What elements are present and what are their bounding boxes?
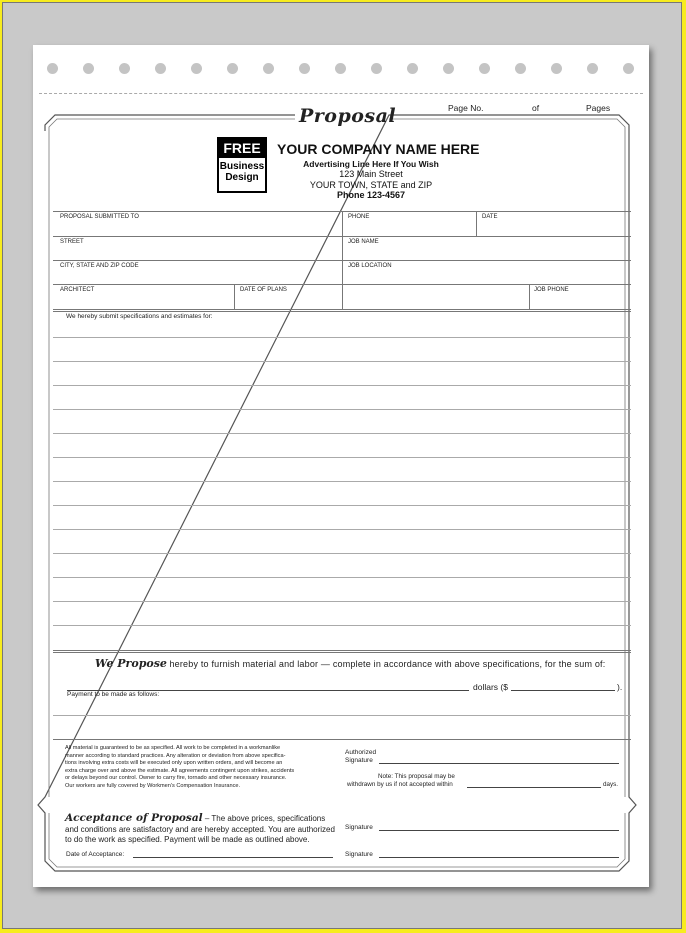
sum-amount-line[interactable] bbox=[511, 690, 615, 691]
divider bbox=[53, 652, 631, 653]
divider bbox=[234, 284, 235, 309]
job-phone-field[interactable]: JOB PHONE bbox=[534, 287, 569, 293]
specifications-intro: We hereby submit specifications and estimates for: bbox=[66, 313, 213, 320]
logo-free-text: FREE bbox=[219, 139, 265, 158]
spec-line bbox=[53, 481, 631, 482]
proposal-submitted-to-field[interactable]: PROPOSAL SUBMITTED TO bbox=[60, 214, 139, 220]
authorized-signature-label: Signature bbox=[345, 757, 373, 764]
job-name-field[interactable]: JOB NAME bbox=[348, 239, 379, 245]
divider bbox=[53, 739, 631, 740]
company-street: 123 Main Street bbox=[339, 169, 403, 179]
acceptance-signature2-label: Signature bbox=[345, 851, 373, 858]
acceptance-signature2-line[interactable] bbox=[379, 857, 619, 858]
acceptance-line: – The above prices, specifications bbox=[202, 814, 326, 823]
guarantee-line: or delays beyond our control. Owner to carry fire, tornado and other necessary insurance. bbox=[65, 775, 287, 781]
spec-line bbox=[53, 577, 631, 578]
guarantee-line: Our workers are fully covered by Workmen's Compensation Insurance. bbox=[65, 782, 241, 789]
guarantee-line: All material is guaranteed to be as specified. All work to be completed in a workmanlike bbox=[65, 745, 281, 751]
acceptance-line: and conditions are satisfactory and are hereby accepted. You are authorized bbox=[65, 824, 335, 834]
payment-label: Payment to be made as follows: bbox=[67, 691, 160, 698]
authorized-signature-line[interactable] bbox=[379, 763, 619, 764]
of-label: of bbox=[532, 103, 540, 113]
date-of-acceptance-line[interactable] bbox=[133, 857, 333, 858]
spec-line bbox=[53, 337, 631, 338]
date-field[interactable]: DATE bbox=[482, 214, 498, 220]
days-label: days. bbox=[603, 781, 619, 788]
dollars-label: dollars ($ bbox=[473, 682, 508, 692]
spec-line bbox=[53, 433, 631, 434]
spec-line bbox=[53, 457, 631, 458]
acceptance-line: to do the work as specified. Payment will be made as outlined above. bbox=[65, 835, 310, 844]
divider bbox=[342, 211, 343, 309]
company-tagline: Advertising Line Here If You Wish bbox=[303, 159, 439, 169]
note-line2: withdrawn by us if not accepted within bbox=[347, 781, 453, 788]
spec-line bbox=[53, 601, 631, 602]
form-title: Proposal bbox=[299, 105, 397, 127]
propose-text: hereby to furnish material and labor — complete in accordance with above specifications, for the sum of: bbox=[169, 659, 606, 669]
pages-label: Pages bbox=[586, 103, 611, 113]
company-city: YOUR TOWN, STATE and ZIP bbox=[309, 180, 433, 190]
job-location-field[interactable]: JOB LOCATION bbox=[348, 263, 392, 269]
date-of-acceptance-label: Date of Acceptance: bbox=[66, 851, 125, 858]
divider bbox=[529, 284, 530, 309]
company-phone: Phone 123-4567 bbox=[336, 190, 406, 200]
divider bbox=[476, 211, 477, 236]
spec-line bbox=[53, 385, 631, 386]
spec-line bbox=[53, 625, 631, 626]
spec-line bbox=[53, 409, 631, 410]
date-of-plans-field[interactable]: DATE OF PLANS bbox=[240, 287, 287, 293]
note-line1: Note: This proposal may be bbox=[378, 773, 455, 780]
guarantee-line: extra charge over and above the estimate. All agreements contingent upon strikes, accidents bbox=[65, 767, 295, 774]
spec-line bbox=[53, 529, 631, 530]
company-name: YOUR COMPANY NAME HERE bbox=[277, 141, 480, 157]
propose-lead: We Propose bbox=[95, 657, 167, 670]
phone-field[interactable]: PHONE bbox=[348, 214, 370, 220]
payment-line[interactable] bbox=[53, 715, 631, 716]
logo-business-text: Business bbox=[219, 161, 265, 172]
architect-field[interactable]: ARCHITECT bbox=[60, 287, 95, 293]
guarantee-line: tions involving extra costs will be executed only upon written orders, and will become an bbox=[65, 760, 283, 766]
spec-line bbox=[53, 553, 631, 554]
acceptance-text bbox=[65, 813, 335, 846]
divider bbox=[53, 309, 631, 310]
propose-statement bbox=[95, 657, 605, 670]
spec-line bbox=[53, 361, 631, 362]
guarantee-text bbox=[65, 745, 337, 790]
proposal-form-sheet bbox=[33, 45, 649, 887]
spec-line bbox=[53, 505, 631, 506]
street-field[interactable]: STREET bbox=[60, 239, 84, 245]
city-state-zip-field[interactable]: CITY, STATE AND ZIP CODE bbox=[60, 263, 139, 269]
guarantee-line: manner according to standard practices. Any alteration or deviation from above specifica- bbox=[65, 752, 286, 759]
dollars-close: ). bbox=[617, 682, 623, 692]
acceptance-title: Acceptance of Proposal bbox=[65, 812, 203, 824]
logo-design-text: Design bbox=[225, 172, 259, 183]
authorized-label: Authorized bbox=[345, 749, 377, 756]
acceptance-signature1-label: Signature bbox=[345, 824, 373, 831]
page-no-label: Page No. bbox=[448, 103, 484, 113]
acceptance-signature1-line[interactable] bbox=[379, 830, 619, 831]
days-line[interactable] bbox=[467, 787, 601, 788]
